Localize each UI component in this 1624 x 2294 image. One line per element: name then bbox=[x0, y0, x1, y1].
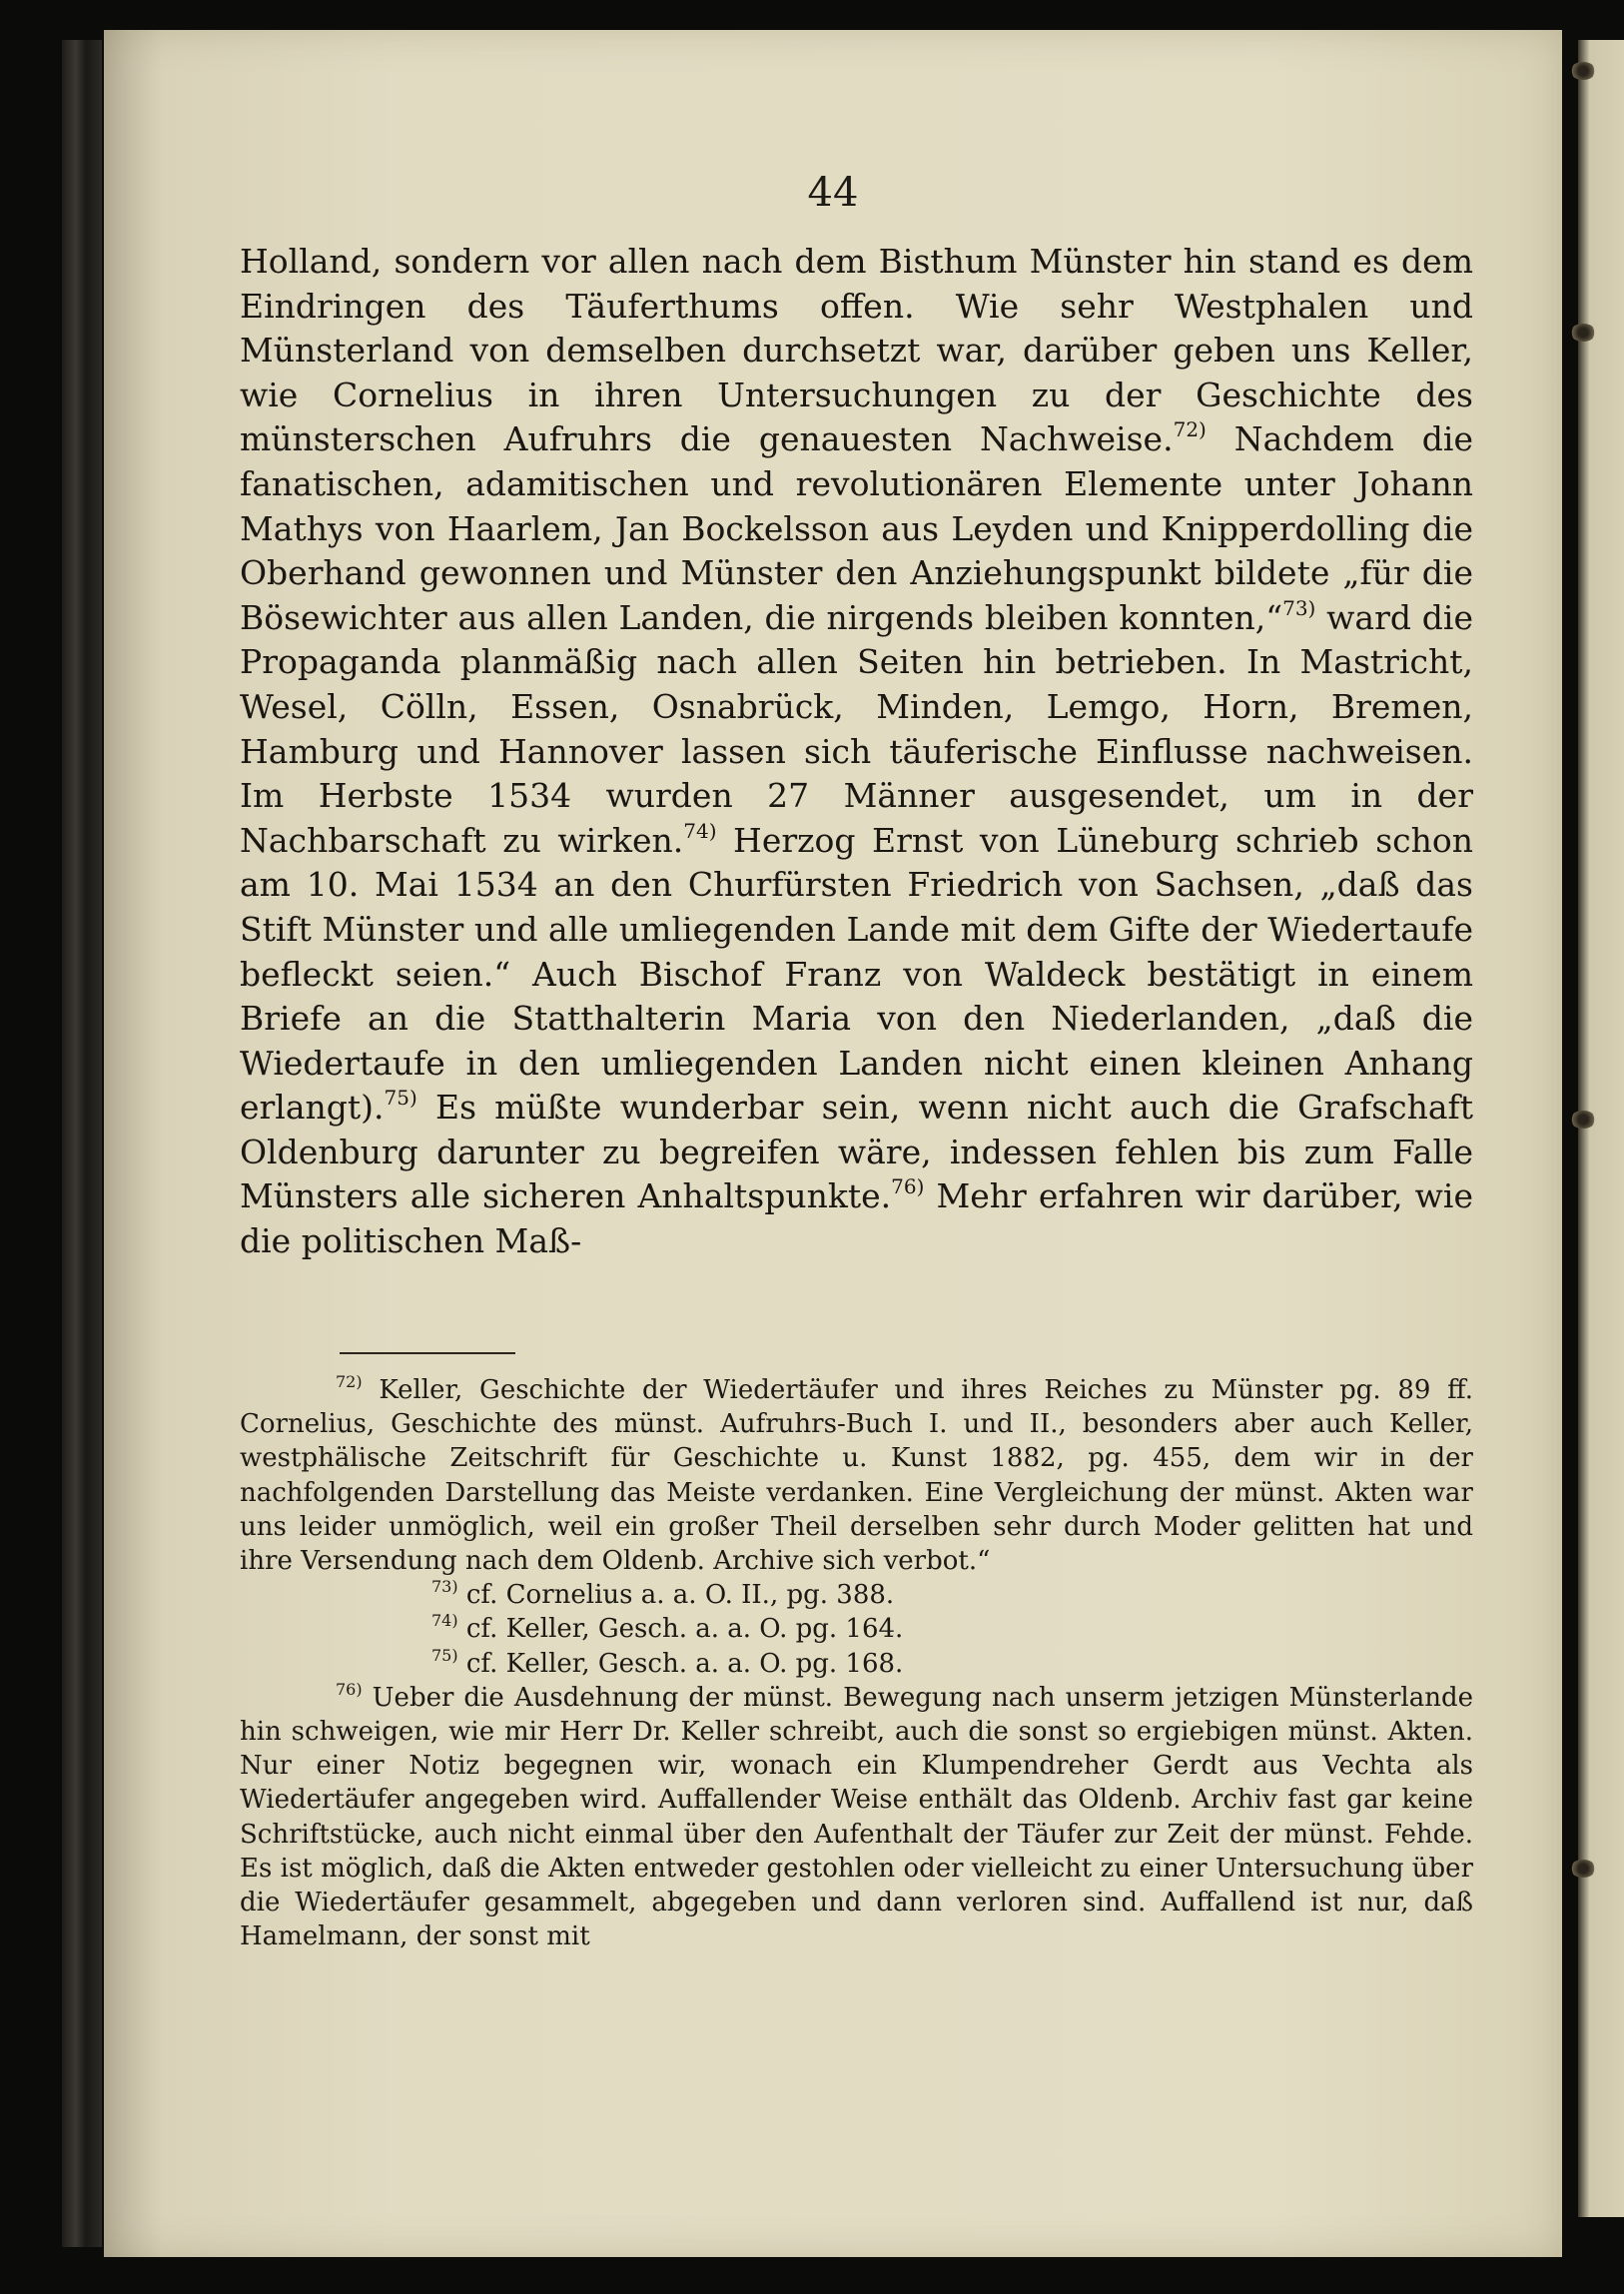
footnote-75 bbox=[240, 1647, 1473, 1681]
text-run: Es müßte wunderbar sein, wenn nicht auch die Grafschaft Oldenburg darunter zu begreifen wäre, indessen fehlen bis zum Falle Münsters alle sicheren Anhaltspunkte. bbox=[240, 1088, 1473, 1216]
footnote-text: Keller, Geschichte der Wiedertäufer und ihres Reiches zu Münster pg. 89 ff. Cornelius, Geschichte des münst. Aufruhrs-Buch I. und II., besonders aber auch Keller, westphälische Zeitschrift für Geschichte u. Kunst 1882, pg. 455, dem wir in der nachfolgenden Darstellung das Meiste verdanken. Eine Vergleichung der münst. Akten war uns leider unmöglich, weil ein großer Theil derselben sehr durch Moder gelitten hat und ihre Versendung nach dem Oldenb. Archive sich verbot.“ bbox=[240, 1375, 1473, 1577]
footnote-mark: 76) bbox=[336, 1679, 363, 1699]
footnote-text: cf. Keller, Gesch. a. a. O. pg. 168. bbox=[457, 1648, 904, 1679]
footnote-ref: 72) bbox=[1173, 417, 1207, 442]
footnotes bbox=[240, 1373, 1473, 1953]
footnote-ref: 75) bbox=[384, 1086, 417, 1111]
main-text bbox=[240, 240, 1473, 1264]
text-run: Holland, sondern vor allen nach dem Bisthum Münster hin stand es dem Eindringen des Täuferthums offen. Wie sehr Westphalen und Münsterland von demselben durchsetzt war, darüber geben uns Keller, wie Cornelius in ihren Untersuchungen zu der Geschichte des münsterschen Aufruhrs die genauesten Nachweise. bbox=[240, 242, 1473, 459]
binding-stitch bbox=[1570, 62, 1596, 80]
footnote-ref: 76) bbox=[891, 1174, 925, 1199]
footnote-mark: 72) bbox=[336, 1372, 363, 1391]
main-paragraph bbox=[240, 240, 1473, 1264]
footnote-72 bbox=[240, 1373, 1473, 1578]
facing-page-edge bbox=[1578, 40, 1624, 2217]
binding-stitch bbox=[1570, 1860, 1596, 1878]
book-spine bbox=[62, 40, 102, 2247]
text-run: ward die Propaganda planmäßig nach allen Seiten hin betrieben. In Mastricht, Wesel, Cölln, Essen, Osnabrück, Minden, Lemgo, Horn, Bremen, Hamburg und Hannover lassen sich täuferische Einflusse nachweisen. Im Herbste 1534 wurden 27 Männer ausgesendet, um in der Nachbarschaft zu wirken. bbox=[240, 597, 1473, 860]
footnote-76 bbox=[240, 1681, 1473, 1954]
footnote-mark: 75) bbox=[431, 1645, 458, 1665]
footnote-ref: 74) bbox=[683, 818, 717, 843]
text-run: Herzog Ernst von Lüneburg schrieb schon am 10. Mai 1534 an den Churfürsten Friedrich von Sachsen, „daß das Stift Münster und alle umliegenden Lande mit dem Gifte der Wiedertaufe befleckt seien.“ Auch Bischof Franz von Waldeck bestätigt in einem Briefe an die Statthalterin Maria von den Niederlanden, „daß die Wiedertaufe in den umliegenden Landen nicht einen kleinen Anhang erlangt). bbox=[240, 820, 1473, 1128]
footnote-mark: 73) bbox=[431, 1577, 458, 1597]
footnote-text: cf. Cornelius a. a. O. II., pg. 388. bbox=[457, 1580, 895, 1611]
page-number: 44 bbox=[807, 170, 859, 216]
footnote-73 bbox=[240, 1578, 1473, 1612]
footnote-74 bbox=[240, 1612, 1473, 1646]
footnote-ref: 73) bbox=[1282, 595, 1316, 620]
footnote-text: cf. Keller, Gesch. a. a. O. pg. 164. bbox=[457, 1614, 904, 1645]
text-run: Nachdem die fanatischen, adamitischen und revolutionären Elemente unter Johann Mathys von Haarlem, Jan Bockelsson aus Leyden und Knipperdolling die Oberhand gewonnen und Münster den Anziehungspunkt bildete „für die Bösewichter aus allen Landen, die nirgends bleiben konnten,“ bbox=[240, 419, 1474, 637]
text-run: Mehr erfahren wir darüber, wie die politischen Maß- bbox=[240, 1176, 1474, 1261]
footnote-divider bbox=[340, 1352, 515, 1354]
footnote-mark: 74) bbox=[431, 1611, 458, 1631]
binding-stitch bbox=[1570, 1111, 1596, 1129]
footnote-text: Ueber die Ausdehnung der münst. Bewegung nach unserm jetzigen Münsterlande hin schweigen, wie mir Herr Dr. Keller schreibt, auch die sonst so ergiebigen münst. Akten. Nur einer Notiz begegnen wir, wonach ein Klumpendreher Gerdt aus Vechta als Wiedertäufer angegeben wird. Auffallender Weise enthält das Oldenb. Archiv fast gar keine Schriftstücke, auch nicht einmal über den Aufenthalt der Täufer zur Zeit der münst. Fehde. Es ist möglich, daß die Akten entweder gestohlen oder vielleicht zu einer Untersuchung über die Wiedertäufer gesammelt, abgegeben und dann verloren sind. Auffallend ist nur, daß Hamelmann, der sonst mit bbox=[240, 1682, 1473, 1952]
binding-stitch bbox=[1570, 324, 1596, 342]
